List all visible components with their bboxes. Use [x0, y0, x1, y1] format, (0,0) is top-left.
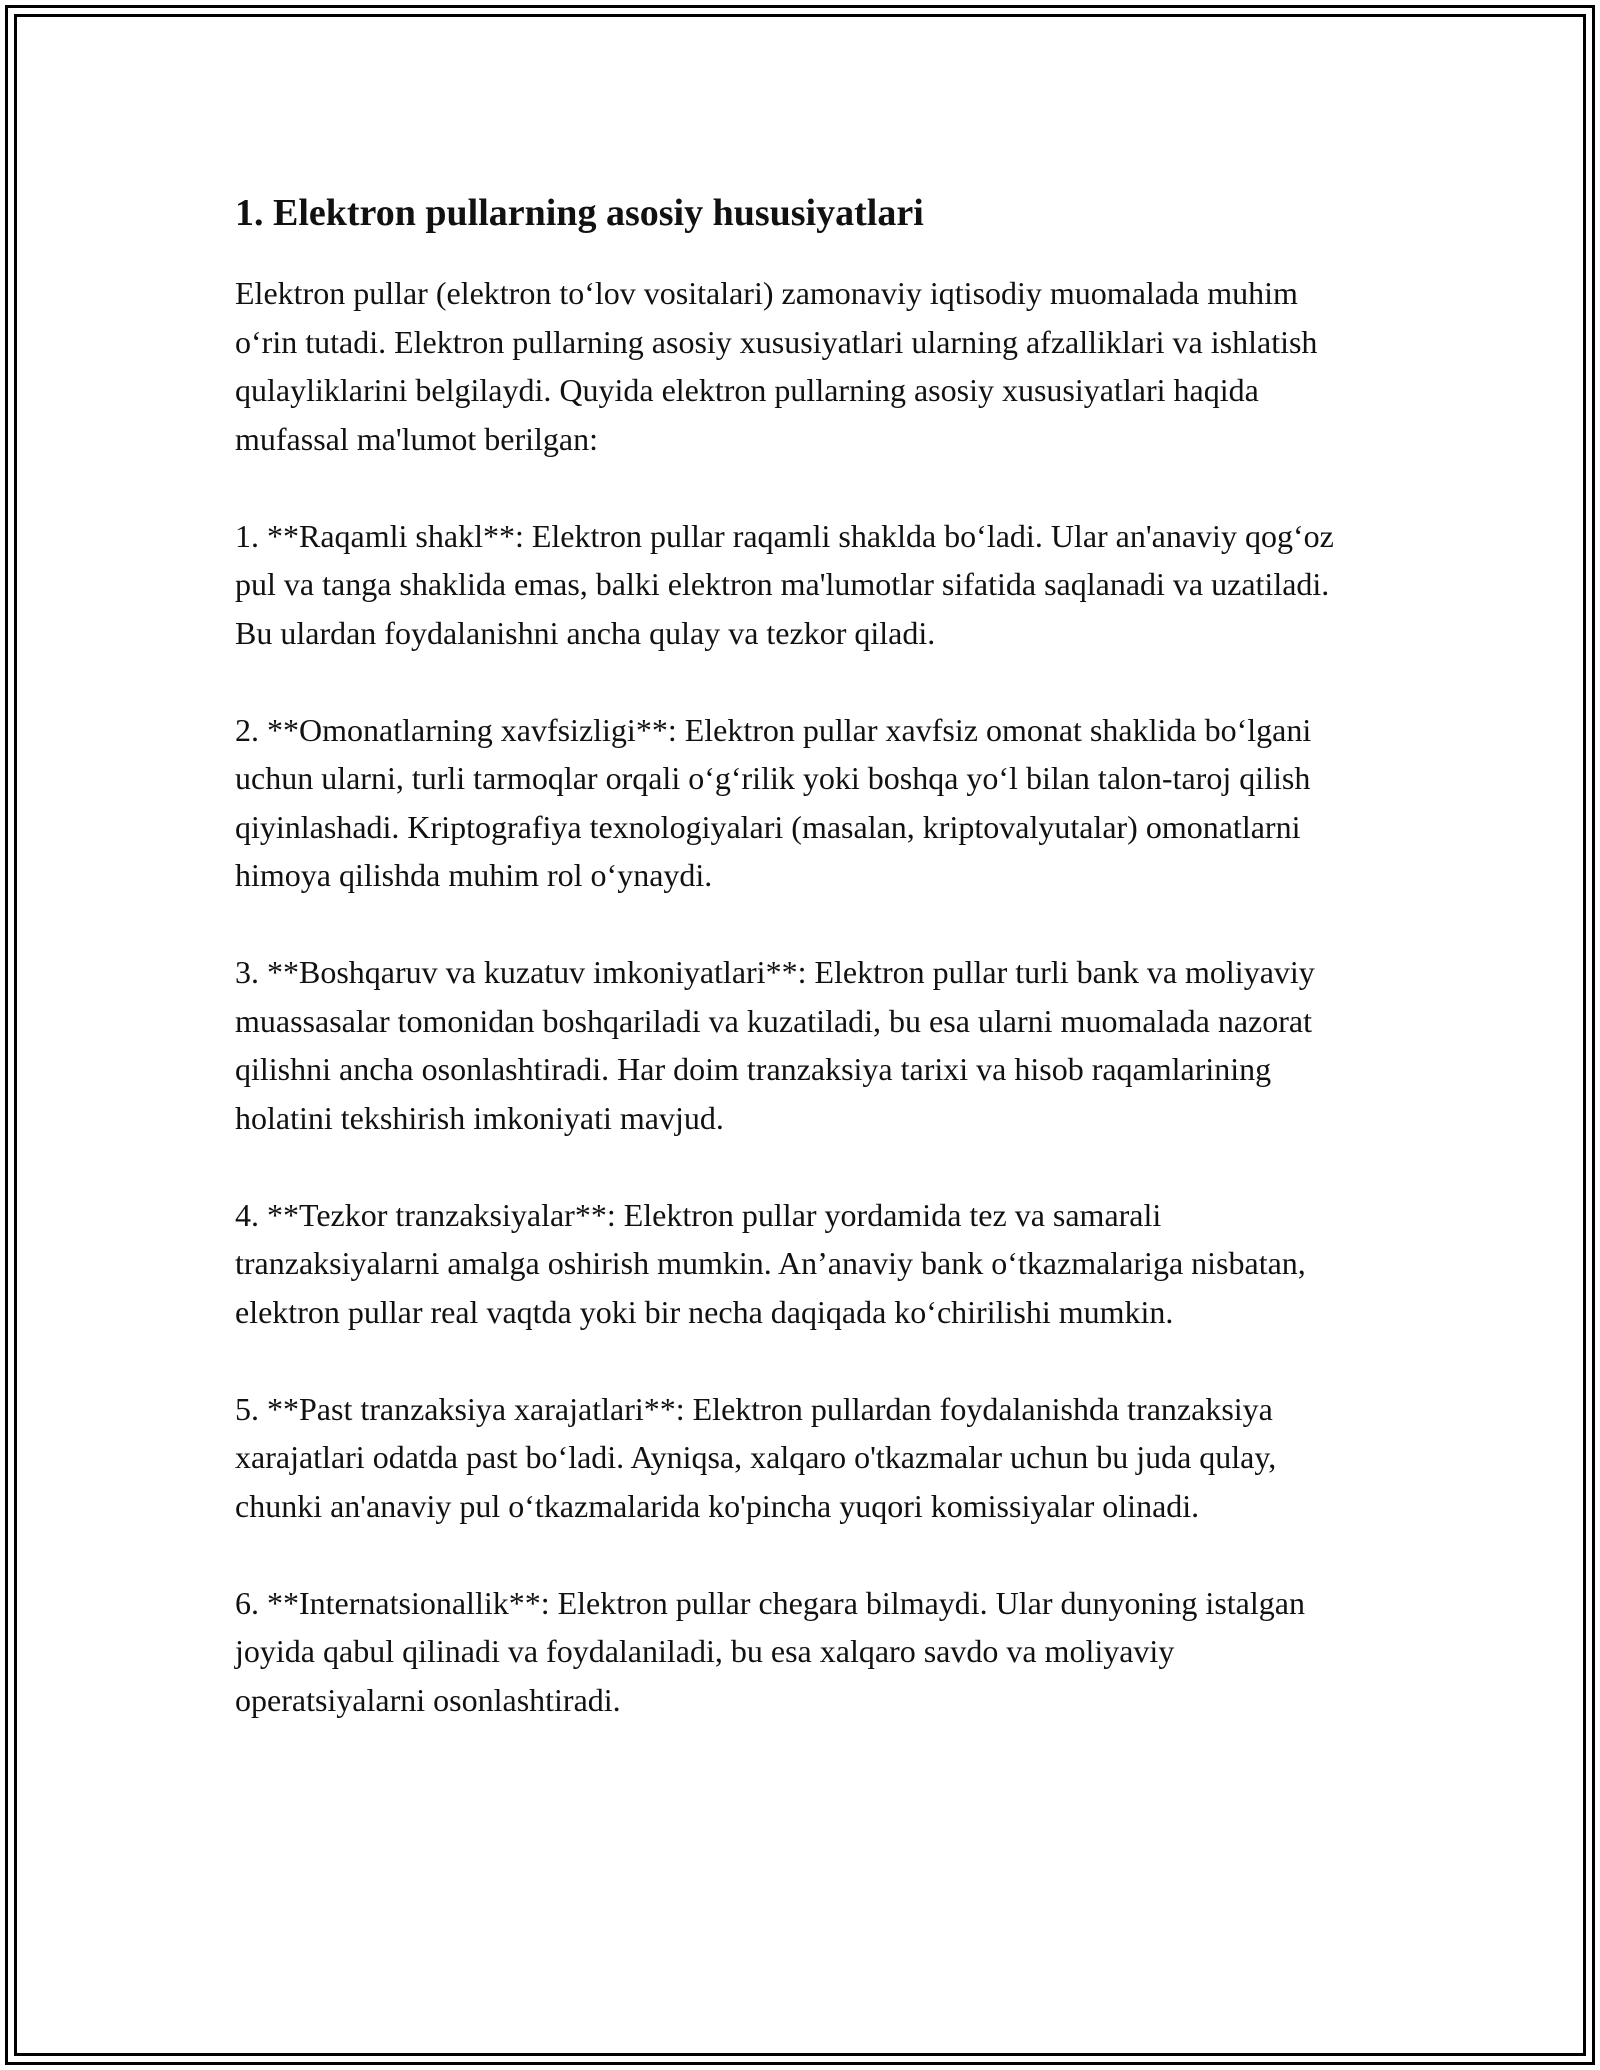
- list-item: 3. **Boshqaruv va kuzatuv imkoniyatlari**: Elektron pullar turli bank va moliyaviy muassasalar tomonidan boshqariladi va kuzatiladi, bu esa ularni muomalada nazorat qilishni ancha osonlashtiradi. Har doim tranzaksiya tarixi va hisob raqamlarining holatini tekshirish imkoniyati mavjud.: [235, 954, 1315, 1136]
- list-item: 4. **Tezkor tranzaksiyalar**: Elektron pullar yordamida tez va samarali tranzaksiyalarni amalga oshirish mumkin. An’anaviy bank o‘tkazmalariga nisbatan, elektron pullar real vaqtda yoki bir necha daqiqada ko‘chirilishi mumkin.: [235, 1196, 1306, 1330]
- list-item: 5. **Past tranzaksiya xarajatlari**: Elektron pullardan foydalanishda tranzaksiya xarajatlari odatda past bo‘ladi. Ayniqsa, xalqaro o'tkazmalar uchun bu juda qulay, chunki an'anaviy pul o‘tkazmalarida ko'pincha yuqori komissiyalar olinadi.: [235, 1390, 1277, 1524]
- list-item: 2. **Omonatlarning xavfsizligi**: Elektron pullar xavfsiz omonat shaklida bo‘lgani uchun ularni, turli tarmoqlar orqali o‘g‘rilik yoki boshqa yo‘l bilan talon-taroj qilish qiyinlashadi. Kriptografiya texnologiyalari (masalan, kriptovalyutalar) omonatlarni himoya qilishda muhim rol o‘ynaydi.: [235, 711, 1312, 893]
- section-heading: 1. Elektron pullarning asosiy hususiyatlari: [235, 192, 924, 234]
- document-body: [235, 183, 1365, 1773]
- intro-paragraph: Elektron pullar (elektron to‘lov vositalari) zamonaviy iqtisodiy muomalada muhim o‘rin tutadi. Elektron pullarning asosiy xususiyatlari ularning afzalliklari va ishlatish qulayliklarini belgilaydi. Quyida elektron pullarning asosiy xususiyatlari haqida mufassal ma'lumot berilgan:: [235, 275, 1318, 457]
- list-item: 1. **Raqamli shakl**: Elektron pullar raqamli shaklda bo‘ladi. Ular an'anaviy qog‘oz pul va tanga shaklida emas, balki elektron ma'lumotlar sifatida saqlanadi va uzatiladi. Bu ulardan foydalanishni ancha qulay va tezkor qiladi.: [235, 517, 1334, 651]
- list-item: 6. **Internatsionallik**: Elektron pullar chegara bilmaydi. Ular dunyoning istalgan joyida qabul qilinadi va foydalaniladi, bu esa xalqaro savdo va moliyaviy operatsiyalarni osonlashtiradi.: [235, 1584, 1305, 1718]
